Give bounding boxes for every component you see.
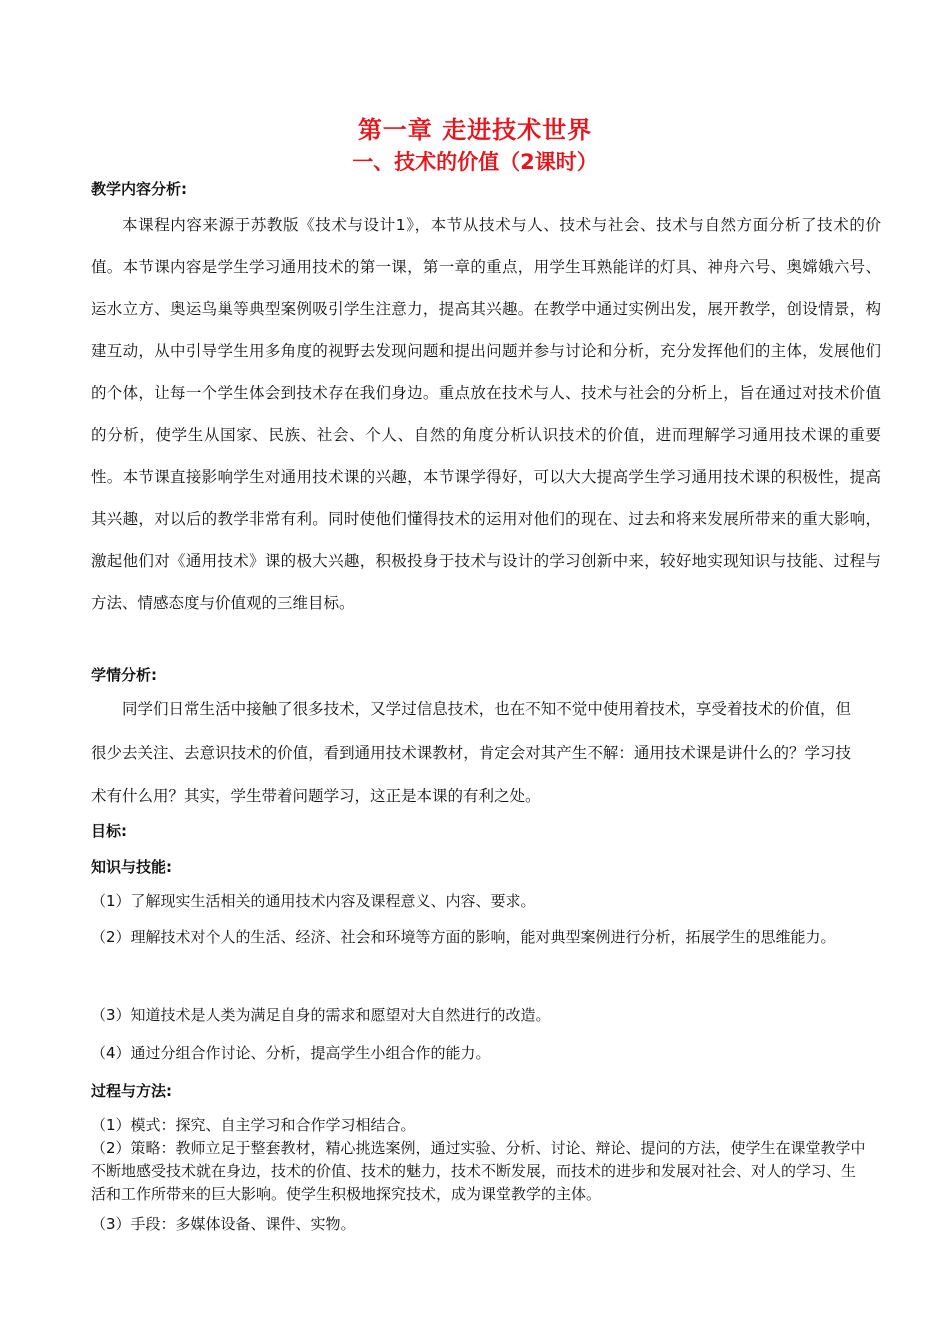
- learner-heading: 学情分析:: [91, 666, 157, 684]
- process-item-3: （3）手段：多媒体设备、课件、实物。: [91, 1215, 356, 1233]
- process-methods-heading: 过程与方法:: [91, 1082, 172, 1100]
- analysis-paragraph: 本课程内容来源于苏教版《技术与设计1》，本节从技术与人、技术与社会、技术与自然方面分析了技术的价值。本节课内容是学生学习通用技术的第一课，第一章的重点，用学生耳熟能详的灯具、神舟六号、奥嫦娥六号、运水立方、奥运鸟巢等典型案例吸引学生注意力，提高其兴趣。在教学中通过实例出发，展开教学，创设情景，构建互动，从中引导学生用多角度的视野去发现问题和提出问题并参与讨论和分析，充分发挥他们的主体，发展他们的个体，让每一个学生体会到技术存在我们身边。重点放在技术与人、技术与社会的分析上，旨在通过对技术价值的分析，使学生从国家、民族、社会、个人、自然的角度分析认识技术的价值，进而理解学习通用技术课的重要性。本节课直接影响学生对通用技术课的兴趣，本节课学得好，可以大大提高学生学习通用技术课的积极性，提高其兴趣，对以后的教学非常有利。同时使他们懂得技术的运用对他们的现在、过去和将来发展所带来的重大影响，激起他们对《通用技术》课的极大兴趣，积极投身于技术与设计的学习创新中来，较好地实现知识与技能、过程与方法、情感态度与价值观的三维目标。: [91, 216, 881, 612]
- analysis-heading: 教学内容分析:: [91, 180, 187, 198]
- knowledge-item-2: （2）理解技术对个人的生活、经济、社会和环境等方面的影响，能对典型案例进行分析，拓展学生的思维能力。: [91, 928, 836, 946]
- process-item-1: （1）模式：探究、自主学习和合作学习相结合。: [91, 1116, 416, 1134]
- knowledge-skills-heading: 知识与技能:: [91, 858, 172, 876]
- goals-heading: 目标:: [91, 822, 127, 840]
- knowledge-item-4: （4）通过分组合作讨论、分析，提高学生小组合作的能力。: [91, 1044, 491, 1062]
- knowledge-item-1: （1）了解现实生活相关的通用技术内容及课程意义、内容、要求。: [91, 892, 536, 910]
- section-title: 一、技术的价值（2课时）: [352, 150, 598, 174]
- knowledge-item-3: （3）知道技术是人类为满足自身的需求和愿望对大自然进行的改造。: [91, 1006, 551, 1024]
- process-item-2: （2）策略：教师立足于整套教材，精心挑选案例，通过实验、分析、讨论、辩论、提问的方法，使学生在课堂教学中不断地感受技术就在身边，技术的价值、技术的魅力，技术不断发展，而技术的进步和发展对社会、对人的学习、生活和工作所带来的巨大影响。使学生积极地探究技术，成为课堂教学的主体。: [91, 1139, 866, 1203]
- chapter-title: 第一章 走进技术世界: [357, 116, 593, 144]
- learner-paragraph: 同学们日常生活中接触了很多技术，又学过信息技术，也在不知不觉中使用着技术，享受着技术的价值，但很少去关注、去意识技术的价值，看到通用技术课教材，肯定会对其产生不解：通用技术课是讲什么的？学习技术有什么用？其实，学生带着问题学习，这正是本课的有利之处。: [91, 700, 851, 805]
